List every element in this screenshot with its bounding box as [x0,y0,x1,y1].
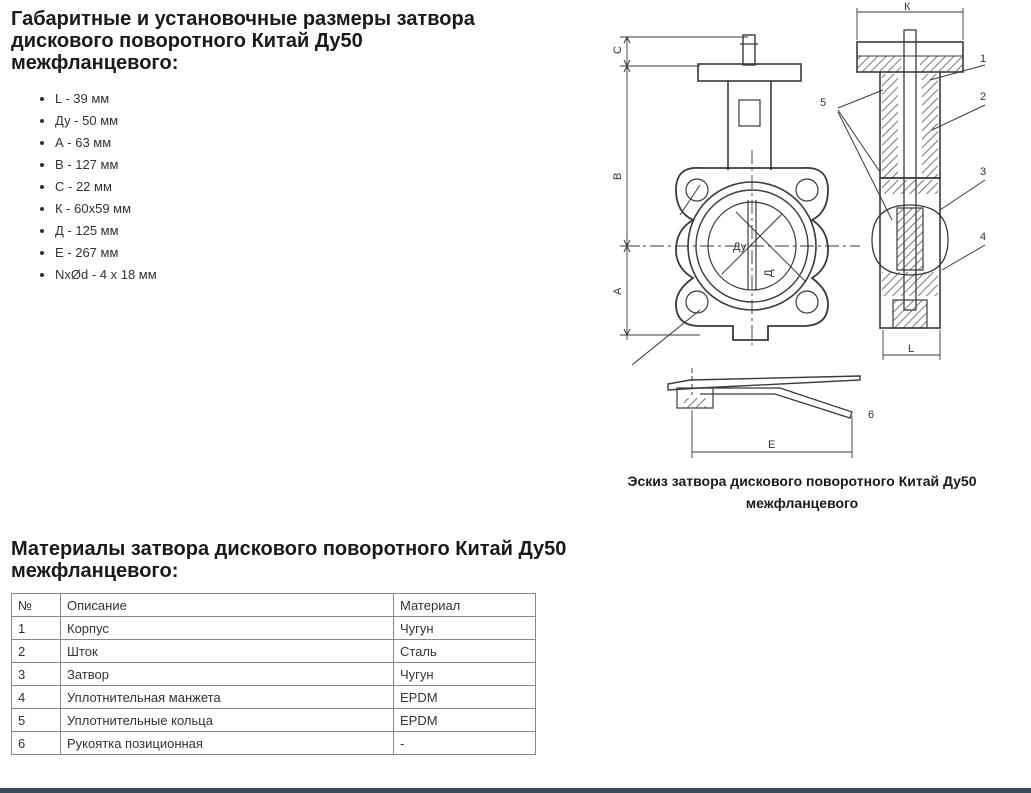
cell-number: 5 [12,709,61,732]
cell-number: 3 [12,663,61,686]
label-5: 5 [820,97,827,109]
valve-sketch [600,0,1010,470]
front-view [625,35,860,365]
cell-number: 4 [12,686,61,709]
cell-description: Корпус [61,617,394,640]
cell-material: Чугун [394,663,536,686]
cell-description: Шток [61,640,394,663]
dimensions-list [33,88,157,286]
cell-material: - [394,732,536,755]
cell-material: EPDM [394,686,536,709]
label-dy: Ду [733,241,747,253]
dimension-item: • L - 39 мм [55,88,157,110]
side-view [838,8,985,360]
label-3: 3 [980,166,987,178]
label-a: А [612,287,624,295]
header-number: № [12,594,61,617]
table-row [12,732,536,755]
materials-table [11,593,536,755]
dimension-item: • К - 60x59 мм [55,198,157,220]
label-6: 6 [868,409,875,421]
label-b: В [612,172,624,180]
dimension-item: • NxØd - 4 х 18 мм [55,264,157,286]
figure-caption: Эскиз затвора дискового поворотного Китай Ду50 межфланцевого [627,473,977,511]
label-d: Д [763,269,775,277]
table-row [12,709,536,732]
dimension-item: • А - 63 мм [55,132,157,154]
label-4: 4 [980,231,987,243]
handle-view [668,368,860,458]
header-material: Материал [394,594,536,617]
label-k: К [904,1,911,13]
table-header-row [12,594,536,617]
cell-description: Уплотнительные кольца [61,709,394,732]
cell-number: 2 [12,640,61,663]
dimensions-title: Габаритные и установочные размеры затвора дискового поворотного Китай Ду50 межфланцевого: [11,8,475,74]
dimension-item: • E - 267 мм [55,242,157,264]
dimension-item: • В - 127 мм [55,154,157,176]
cell-material: EPDM [394,709,536,732]
label-l: L [908,343,915,355]
cell-description: Затвор [61,663,394,686]
table-row [12,686,536,709]
label-c: С [612,46,624,54]
cell-material: Сталь [394,640,536,663]
label-1: 1 [980,53,987,65]
cell-description: Рукоятка позиционная [61,732,394,755]
materials-title: Материалы затвора дискового поворотного Китай Ду50 межфланцевого: [11,538,567,582]
label-2: 2 [980,91,987,103]
valve-sketch-drawing [600,0,1010,470]
dimension-item: • Ду - 50 мм [55,110,157,132]
cell-number: 1 [12,617,61,640]
dimension-item: • Д - 125 мм [55,220,157,242]
cell-number: 6 [12,732,61,755]
cell-description: Уплотнительная манжета [61,686,394,709]
table-row [12,617,536,640]
table-row [12,663,536,686]
dimension-item: • С - 22 мм [55,176,157,198]
header-description: Описание [61,594,394,617]
footer-divider [0,788,1031,793]
cell-material: Чугун [394,617,536,640]
label-e: E [768,439,776,451]
table-row [12,640,536,663]
